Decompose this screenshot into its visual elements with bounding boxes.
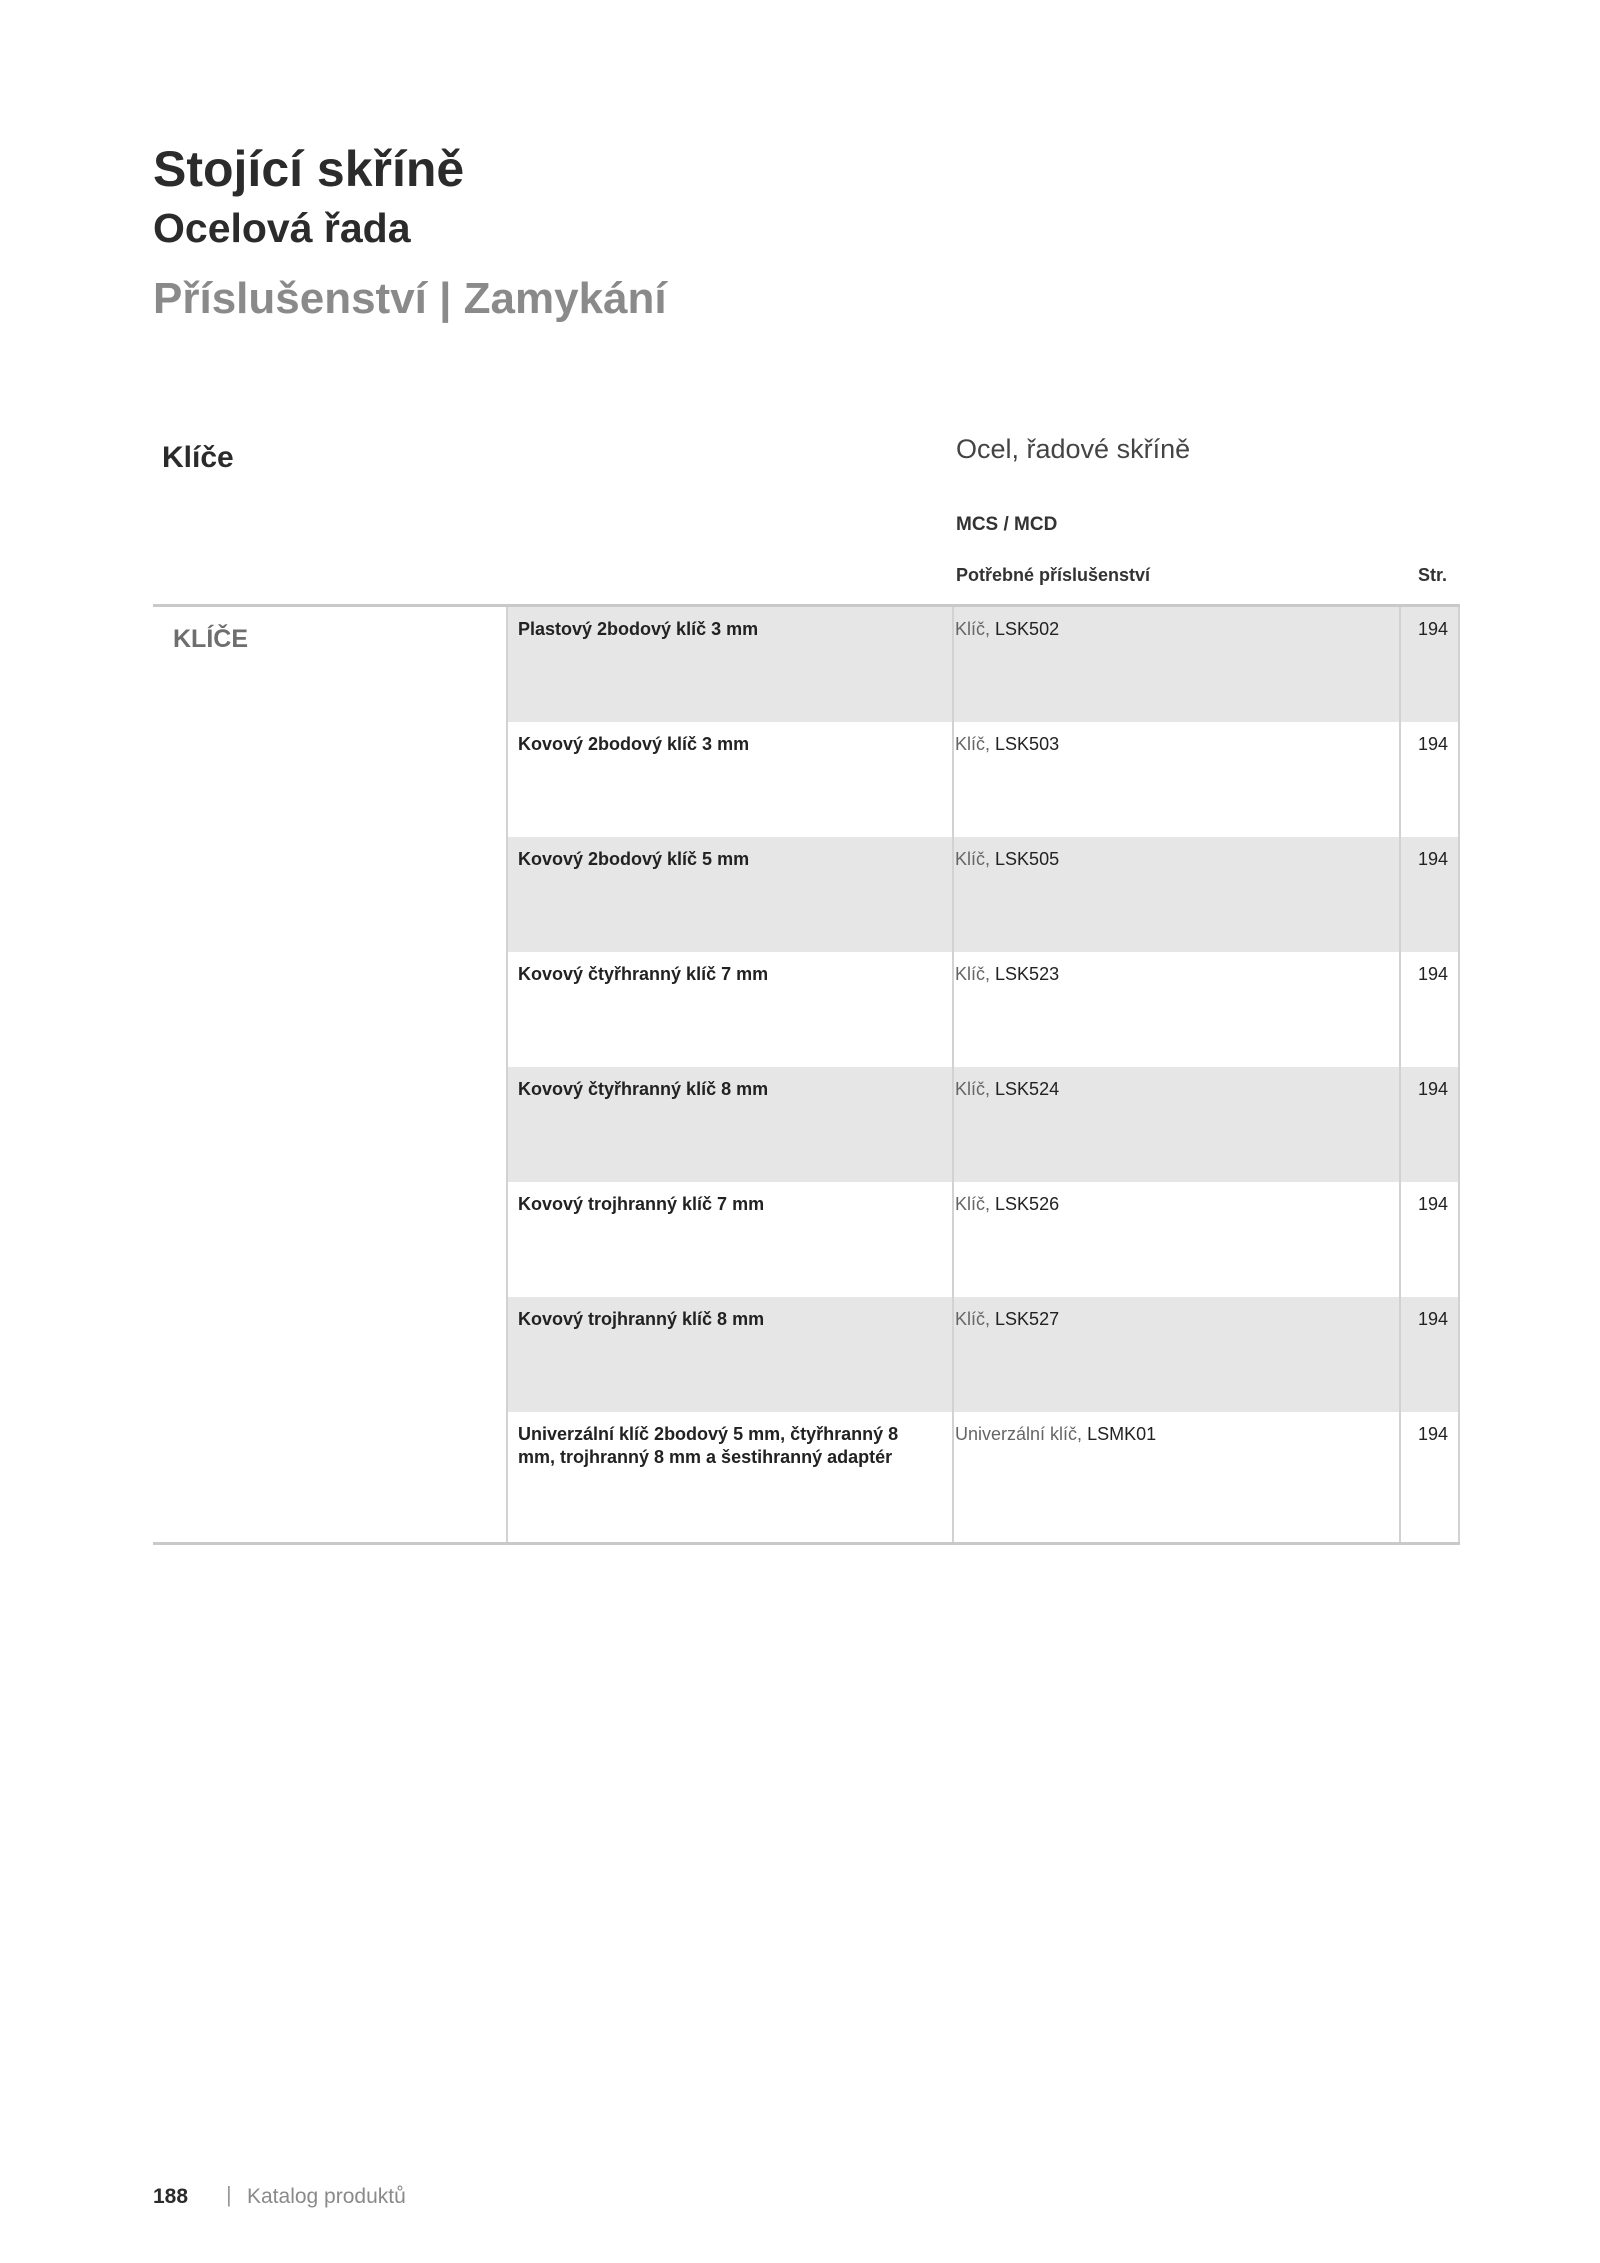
product-name: Kovový 2bodový klíč 3 mm xyxy=(518,734,750,754)
section-title: Klíče xyxy=(162,441,234,474)
page-ref: 194 xyxy=(1417,1079,1448,1099)
product-name: Kovový čtyřhranný klíč 8 mm xyxy=(518,1079,769,1099)
accessory-prefix: Klíč, xyxy=(955,849,991,869)
accessory-code: LSK527 xyxy=(995,1309,1060,1329)
accessory-cell xyxy=(955,618,1059,641)
product-name: Kovový 2bodový klíč 5 mm xyxy=(518,849,750,869)
accessory-code: LSK502 xyxy=(995,619,1060,639)
page-ref: 194 xyxy=(1417,1424,1448,1444)
accessory-prefix: Klíč, xyxy=(955,1194,991,1214)
accessory-cell xyxy=(955,1308,1059,1331)
table-row xyxy=(153,1297,1460,1412)
page-subtitle: Ocelová řada xyxy=(153,205,411,251)
column-divider xyxy=(952,607,954,1542)
table-row xyxy=(153,607,1460,722)
series-label: MCS / MCD xyxy=(956,514,1058,535)
product-name: Kovový čtyřhranný klíč 7 mm xyxy=(518,964,769,984)
accessory-prefix: Klíč, xyxy=(955,619,991,639)
accessories-table xyxy=(153,604,1460,1545)
page-ref: 194 xyxy=(1417,1309,1448,1329)
section-heading: Příslušenství | Zamykání xyxy=(153,274,667,323)
table-row xyxy=(153,1067,1460,1182)
accessory-code: LSK524 xyxy=(995,1079,1060,1099)
accessory-cell xyxy=(955,733,1059,756)
accessory-code: LSK505 xyxy=(995,849,1060,869)
column-divider xyxy=(506,607,508,1542)
accessory-code: LSK526 xyxy=(995,1194,1060,1214)
column-header-accessories: Potřebné příslušenství xyxy=(956,565,1151,585)
product-name: Kovový trojhranný klíč 8 mm xyxy=(518,1309,765,1329)
accessory-cell xyxy=(955,1193,1059,1216)
footer-separator: | xyxy=(226,2182,232,2207)
page-ref: 194 xyxy=(1417,734,1448,754)
accessory-prefix: Univerzální klíč, xyxy=(955,1424,1083,1444)
footer-catalog: Katalog produktů xyxy=(247,2185,406,2208)
accessory-code: LSMK01 xyxy=(1087,1424,1157,1444)
accessory-prefix: Klíč, xyxy=(955,964,991,984)
page-ref: 194 xyxy=(1417,619,1448,639)
page-ref: 194 xyxy=(1417,964,1448,984)
product-name: Kovový trojhranný klíč 7 mm xyxy=(518,1194,765,1214)
accessory-prefix: Klíč, xyxy=(955,1079,991,1099)
accessory-code: LSK523 xyxy=(995,964,1060,984)
accessory-cell xyxy=(955,848,1059,871)
accessory-cell xyxy=(955,1078,1059,1101)
table-row xyxy=(153,1412,1460,1542)
table-row xyxy=(153,952,1460,1067)
accessory-prefix: Klíč, xyxy=(955,1309,991,1329)
column-divider xyxy=(1458,607,1460,1542)
table-row xyxy=(153,1182,1460,1297)
accessory-cell xyxy=(955,963,1059,986)
column-header-page: Str. xyxy=(1418,565,1448,585)
accessory-prefix: Klíč, xyxy=(955,734,991,754)
accessory-cell xyxy=(955,1423,1156,1446)
column-divider xyxy=(1399,607,1401,1542)
product-name: Plastový 2bodový klíč 3 mm xyxy=(518,619,759,639)
table-row xyxy=(153,837,1460,952)
table-row xyxy=(153,722,1460,837)
group-label: KLÍČE xyxy=(173,625,248,653)
page-title: Stojící skříně xyxy=(153,141,465,197)
accessory-code: LSK503 xyxy=(995,734,1060,754)
table-body xyxy=(153,607,1460,1542)
page-number: 188 xyxy=(153,2185,189,2208)
product-name: Univerzální klíč 2bodový 5 mm, čtyřhranný 8 mm, trojhranný 8 mm a šestihranný adaptér xyxy=(518,1424,899,1467)
table-bottom-rule xyxy=(153,1542,1460,1545)
page-ref: 194 xyxy=(1417,849,1448,869)
product-line: Ocel, řadové skříně xyxy=(956,434,1191,464)
page-ref: 194 xyxy=(1417,1194,1448,1214)
